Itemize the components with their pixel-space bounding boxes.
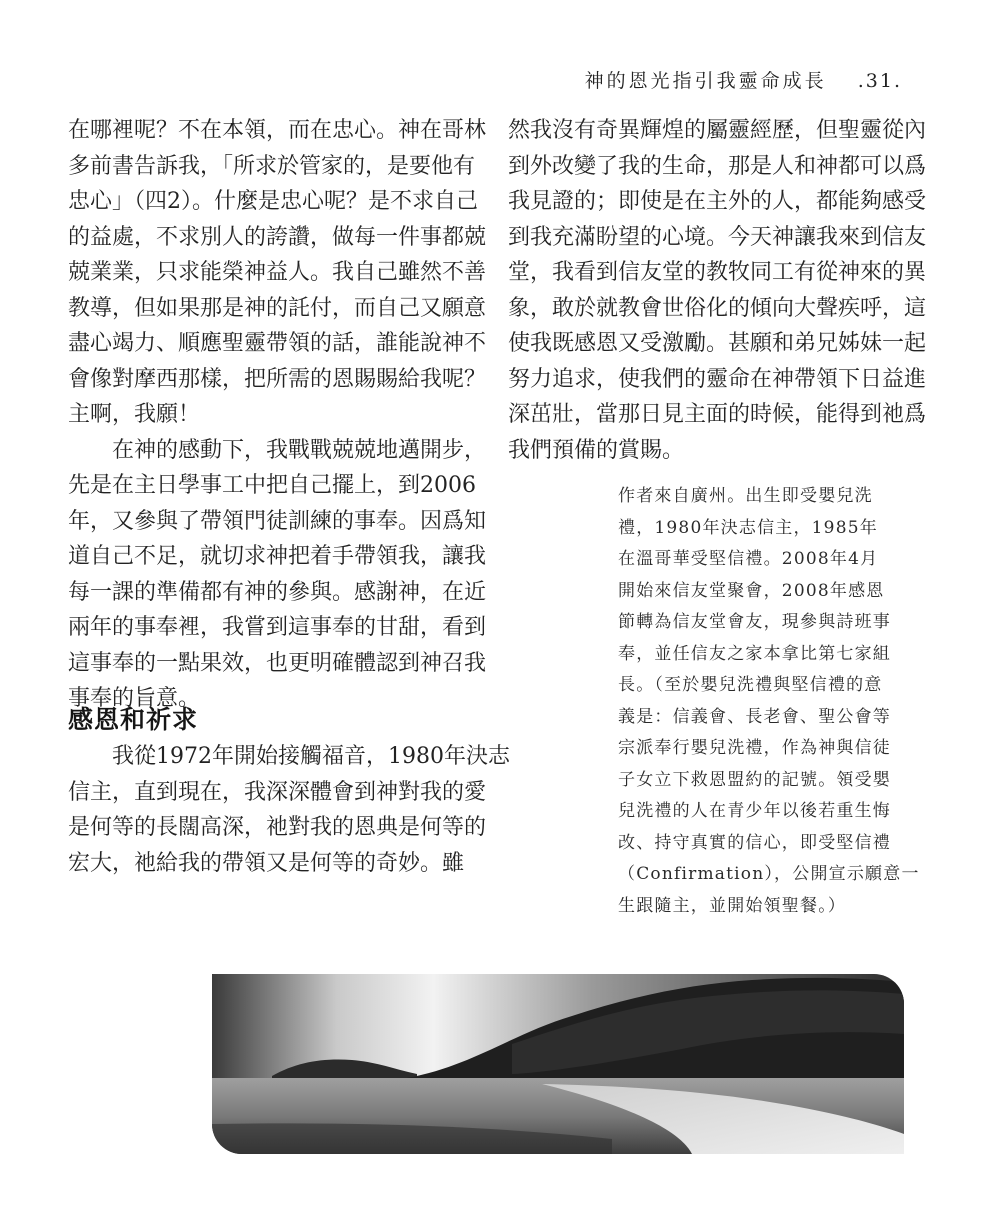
paragraph-line: 堂，我看到信友堂的教牧同工有從神來的異	[508, 260, 927, 285]
paragraph-line: 我見證的；即使是在主外的人，都能夠感受	[508, 189, 927, 214]
section-heading: 感恩和祈求	[68, 705, 199, 734]
paragraph-line: 象，敢於就教會世俗化的傾向大聲疾呼，這	[508, 295, 927, 321]
paragraph-line: 深茁壯，當那日見主面的時候，能得到祂爲	[508, 402, 927, 427]
paragraph-line: 年，又參與了帶領門徒訓練的事奉。因爲知	[68, 508, 487, 534]
paragraph-line: 先是在主日學事工中把自己擺上，到2006	[68, 473, 476, 498]
beach-photo	[212, 974, 904, 1154]
bio-line: 義是：信義會、長老會、聖公會等	[618, 706, 891, 727]
beach-landscape-image	[212, 974, 904, 1154]
running-header	[585, 66, 902, 93]
paragraph-line: 是何等的長闊高深，祂對我的恩典是何等的	[68, 815, 487, 840]
bio-line: 生跟隨主，並開始領聖餐。）	[618, 895, 847, 916]
paragraph-line: 兢業業，只求能榮神益人。我自己雖然不善	[68, 260, 487, 285]
author-bio	[618, 481, 918, 922]
bio-line: 長。（至於嬰兒洗禮與堅信禮的意	[618, 675, 883, 695]
bio-line: 奉，並任信友之家本拿比第七家組	[618, 643, 891, 664]
paragraph-line: 在哪裡呢？不在本領，而在忠心。神在哥林	[68, 118, 487, 143]
bio-line: 節轉為信友堂會友，現參與詩班事	[618, 612, 891, 632]
paragraph-line: 然我沒有奇異輝煌的屬靈經歷，但聖靈從內	[508, 118, 927, 143]
bio-line: 禮，1980年決志信主，1985年	[618, 517, 878, 538]
paragraph-line: 盡心竭力、順應聖靈帶領的話，誰能說神不	[68, 331, 487, 356]
bio-line: 改、持守真實的信心，即受堅信禮	[618, 832, 891, 853]
right-column	[508, 113, 927, 468]
paragraph-line: 我們預備的賞賜。	[508, 437, 685, 463]
bio-line: （Confirmation），公開宣示願意一	[618, 864, 920, 884]
paragraph-line: 我從1972年開始接觸福音，1980年決志	[112, 744, 510, 769]
paragraph-line: 宏大，祂給我的帶領又是何等的奇妙。雖	[68, 850, 465, 876]
paragraph-line: 主啊，我願！	[68, 402, 201, 427]
paragraph-line: 兩年的事奉裡，我嘗到這事奉的甘甜，看到	[68, 615, 487, 640]
bio-line: 作者來自廣州。出生即受嬰兒洗	[618, 486, 873, 506]
paragraph-line: 道自己不足，就切求神把着手帶領我，讓我	[68, 544, 487, 569]
bio-line: 子女立下救恩盟約的記號。領受嬰	[618, 769, 891, 790]
paragraph-line: 信主，直到現在，我深深體會到神對我的愛	[68, 779, 487, 805]
paragraph-line: 教導，但如果那是神的託付，而自己又願意	[68, 295, 487, 321]
paragraph-line: 忠心」（四2）。什麼是忠心呢？是不求自己	[68, 189, 478, 214]
paragraph-line: 在神的感動下，我戰戰兢兢地邁開步，	[112, 437, 487, 463]
paragraph-line: 多前書告訴我，「所求於管家的，是要他有	[68, 153, 476, 179]
bio-line: 在溫哥華受堅信禮。2008年4月	[618, 549, 879, 569]
paragraph-line: 這事奉的一點果效，也更明確體認到神召我	[68, 650, 487, 676]
paragraph-line: 每一課的準備都有神的參與。感謝神，在近	[68, 579, 487, 605]
bio-line: 兒洗禮的人在青少年以後若重生悔	[618, 801, 891, 821]
paragraph-line: 的益處，不求別人的誇讚，做每一件事都兢	[68, 224, 487, 250]
bio-line: 開始來信友堂聚會，2008年感恩	[618, 580, 885, 601]
left-column-section	[68, 739, 510, 881]
bio-line: 宗派奉行嬰兒洗禮，作為神與信徒	[618, 738, 891, 758]
running-header-title: 神的恩光指引我靈命成長	[584, 70, 827, 92]
paragraph-line: 使我既感恩又受激勵。甚願和弟兄姊妹一起	[508, 331, 927, 356]
paragraph-line: 努力追求，使我們的靈命在神帶領下日益進	[508, 366, 927, 392]
left-column	[68, 113, 487, 717]
page-number: .31.	[857, 70, 902, 92]
paragraph-line: 事奉的旨意。	[68, 686, 201, 711]
paragraph-line: 到我充滿盼望的心境。今天神讓我來到信友	[508, 224, 927, 250]
paragraph-line: 到外改變了我的生命，那是人和神都可以爲	[508, 153, 927, 179]
paragraph-line: 會像對摩西那樣，把所需的恩賜賜給我呢？	[68, 366, 487, 392]
